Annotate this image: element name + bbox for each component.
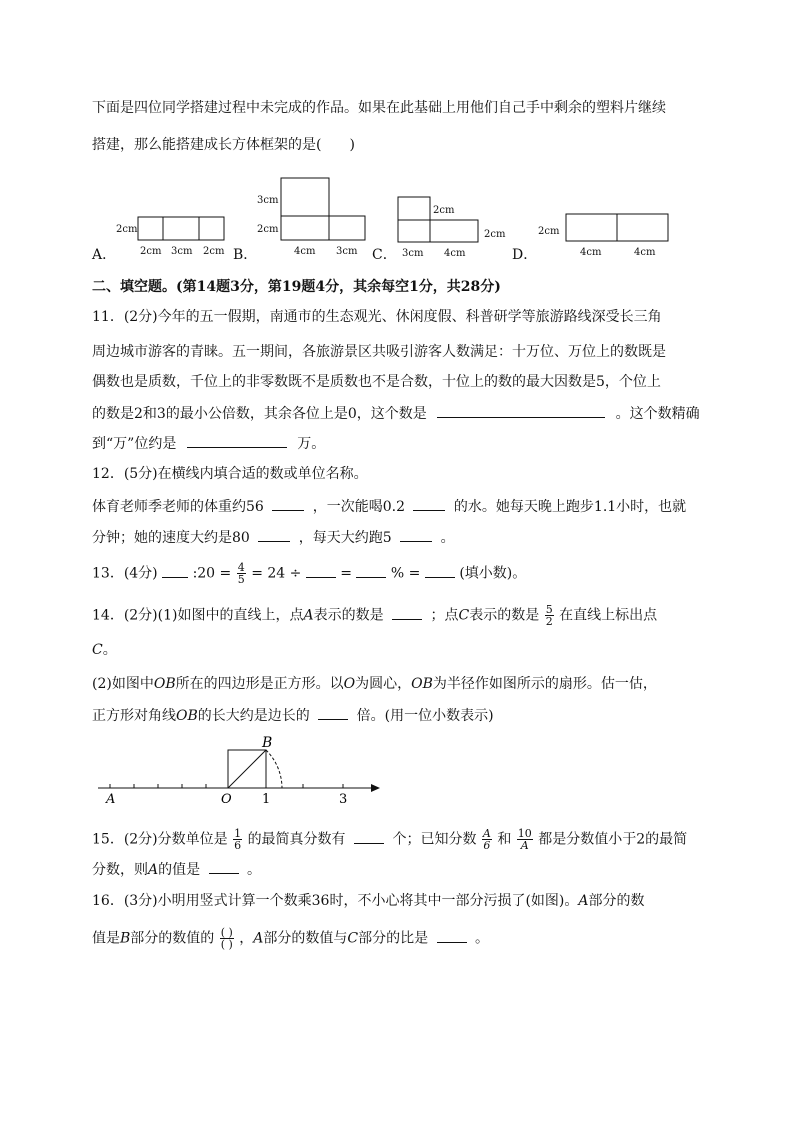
q14-text-g: (2)如图中 [92,676,154,692]
figure-b-label-1: 4cm [294,246,316,257]
option-b-label: B． [233,247,258,263]
q15-f2-num: 10 [517,827,532,840]
figure-d [566,214,668,241]
q15-blank-1[interactable] [354,831,384,844]
figure-a-label-1: 2cm [140,246,162,257]
q13-tail: (填小数)。 [459,565,527,582]
q15-text-d: 和 [497,831,512,848]
q15-text-a: 15．(2分)分数单位是 [92,831,228,848]
q13-blank-4[interactable] [425,565,455,578]
q14-text-k: 正方形对角线 [92,708,176,724]
q12-blank-1[interactable] [272,498,304,511]
q15-text-c: 个；已知分数 [392,831,477,848]
q10-line1: 下面是四位同学搭建过程中未完成的作品。如果在此基础上用他们自己手中剩余的塑料片继续 [92,100,666,116]
q14-line2 [92,642,117,658]
q12-line1: 12．(5分)在横线内填合适的数或单位名称。 [92,466,368,482]
q14-blank-2[interactable] [318,707,348,720]
q14-ob-3: OB [176,708,198,724]
q11-answer-blank-2[interactable] [187,435,287,448]
q14-line1 [92,604,657,627]
q12-blank-3[interactable] [258,529,290,542]
label-b: B [262,735,273,751]
q15-unit-fraction [233,828,242,851]
q12-text-f: 。 [440,530,455,546]
arc [266,750,282,788]
q13-fraction-den: 5 [237,573,245,586]
q14-line4 [92,707,494,724]
figure-b [281,178,365,240]
q11-line4 [92,405,700,422]
q16-text-g: 部分的比是 [358,930,429,947]
q10-line2: 搭建，那么能搭建成长方体框架的是( ) [92,137,355,153]
q15-text-g: 的值是 [158,862,201,878]
q14-ob-2: OB [411,676,433,692]
figure-c-inner: 2cm [433,205,455,216]
q12-text-b: ，一次能喝0.2 [312,499,405,515]
q15-a: A [148,862,159,878]
q11-line5-tail: 万。 [297,436,326,452]
q16-fraction-num[interactable]: ( ) [220,926,233,939]
q11-line4-text: 的数是2和3的最小公倍数，其余各位上是0，这个数是 [92,406,427,422]
q14-text-m: 倍。(用一位小数表示) [356,708,494,724]
label-1: 1 [262,792,271,807]
q12-line2 [92,498,686,515]
q14-o: O [343,676,356,692]
q14-text-f: 。 [102,642,117,658]
q11-answer-blank-1[interactable] [437,405,605,418]
q16-b: B [120,930,131,947]
figure-d-label-2: 4cm [634,247,656,258]
figure-a-label-3: 2cm [203,246,225,257]
q14-text-b: 表示的数是 [313,607,384,624]
q11-line2: 周边城市游客的青睐。五一期间，各旅游景区共吸引游客人数满足：十万位、万位上的数既是 [92,344,666,360]
q11-line3: 偶数也是质数，千位上的非零数既不是质数也不是合数，十位上的数的最大因数是5，个位上 [92,374,661,390]
q13-line [92,562,526,585]
q12-blank-2[interactable] [413,498,445,511]
q13-blank-1[interactable] [162,565,188,578]
q11-line1: 11．(2分)今年的五一假期，南通市的生态观光、休闲度假、科普研学等旅游路线深受长三角 [92,309,662,325]
q15-fraction-2 [517,828,533,851]
q10-figure-svg [0,170,794,265]
figure-a-side: 2cm [116,224,138,235]
q13-equals: = [340,565,353,582]
q13-fraction-num: 4 [237,561,245,574]
q16-text-c: 值是 [92,930,120,947]
figure-d-side: 2cm [538,226,560,237]
q13-blank-2[interactable] [306,565,336,578]
label-a: A [106,792,116,807]
figure-d-label-1: 4cm [580,247,602,258]
q14-ob-1: OB [153,676,176,692]
option-d-label: D． [512,247,538,263]
figure-c [398,197,478,242]
q11-line4-tail: 。这个数精确 [615,406,700,422]
q13-fraction [237,562,246,585]
q15-line1 [92,828,687,851]
q12-blank-4[interactable] [400,529,432,542]
ticks [110,784,343,788]
q16-c: C [347,930,359,947]
q15-fraction-1 [482,828,492,851]
figure-b-side-bottom: 2cm [257,224,279,235]
q16-fraction-blank[interactable] [220,927,234,950]
q14-text-i: 为圆心， [355,676,412,692]
figure-c-right: 2cm [484,229,506,240]
q14-fraction-num: 5 [545,603,553,616]
q13-division: = 24 ÷ [251,565,302,582]
q15-blank-2[interactable] [209,861,239,874]
q13-blank-3[interactable] [356,565,386,578]
q12-line3 [92,529,455,546]
figure-a [138,217,224,240]
figure-b-side-top: 3cm [257,195,279,206]
q15-f1-den: 6 [483,839,491,852]
q16-text-a: 16．(3分)小明用竖式计算一个数乘36时，不小心将其中一部分污损了(如图)。 [92,893,579,909]
q14-number-line-figure [90,730,390,810]
arrow-icon [371,784,380,792]
q16-fraction-den[interactable]: ( ) [220,938,233,951]
q11-line5-text: 到“万”位约是 [92,436,177,452]
option-a-label: A． [92,247,117,263]
q14-blank-1[interactable] [392,607,422,620]
q14-text-c: ；点 [430,607,459,624]
q16-a-1: A [578,893,589,909]
q15-text-f: 分数，则 [92,862,148,878]
label-o: O [221,792,232,807]
q14-text-d: 表示的数是 [469,607,540,624]
q14-text-e: 在直线上标出点 [559,607,658,624]
q14-point-c-2: C [92,642,103,658]
label-3: 3 [339,792,348,807]
q15-unit-den: 6 [234,839,242,852]
q13-prefix: 13．(4分) [92,565,158,582]
q12-text-a: 体育老师季老师的体重约56 [92,499,264,515]
q14-fraction-den: 2 [545,615,553,628]
q16-text-f: 部分的数值与 [263,930,348,947]
q16-line2 [92,927,489,950]
q14-point-a: A [303,607,314,624]
q13-percent: % = [390,565,421,582]
q15-text-h: 。 [247,862,262,878]
option-c-label: C． [372,247,397,263]
q14-line3 [92,676,657,692]
q16-text-e: ， [239,930,254,947]
q15-unit-num: 1 [234,827,242,840]
q12-text-e: ，每天大约跑5 [298,530,392,546]
section-2-heading: 二、填空题。(第14题3分，第19题4分，其余每空1分，共28分) [92,279,501,295]
q12-text-c: 的水。她每天晚上跑步1.1小时，也就 [453,499,687,515]
q12-text-d: 分钟；她的速度大约是80 [92,530,250,546]
figure-c-label-2: 4cm [444,248,466,259]
q16-blank[interactable] [437,930,467,943]
q15-line2 [92,861,261,878]
q15-f2-den: A [520,839,529,852]
q15-f1-num: A [482,827,491,840]
q16-text-h: 。 [475,930,490,947]
q16-text-d: 部分的数值的 [130,930,215,947]
q14-text-j: 为半径作如图所示的扇形。估一估， [432,676,657,692]
q14-text-h: 所在的四边形是正方形。以 [175,676,344,692]
q14-point-c: C [458,607,470,624]
q15-text-b: 的最简真分数有 [247,831,346,848]
q14-fraction [545,604,554,627]
figure-b-label-2: 3cm [336,246,358,257]
q16-text-b: 部分的数 [588,893,645,909]
diagonal-ob [228,750,266,788]
figure-a-label-2: 3cm [171,246,193,257]
q11-line5 [92,435,325,452]
q16-line1 [92,893,645,909]
q16-a-2: A [253,930,264,947]
figure-c-label-1: 3cm [402,248,424,259]
q15-text-e: 都是分数值小于2的最简 [538,831,688,848]
q14-text-a: 14．(2分)(1)如图中的直线上，点 [92,607,304,624]
q13-ratio: :20 = [192,565,232,582]
q14-text-l: 的长大约是边长的 [197,708,310,724]
